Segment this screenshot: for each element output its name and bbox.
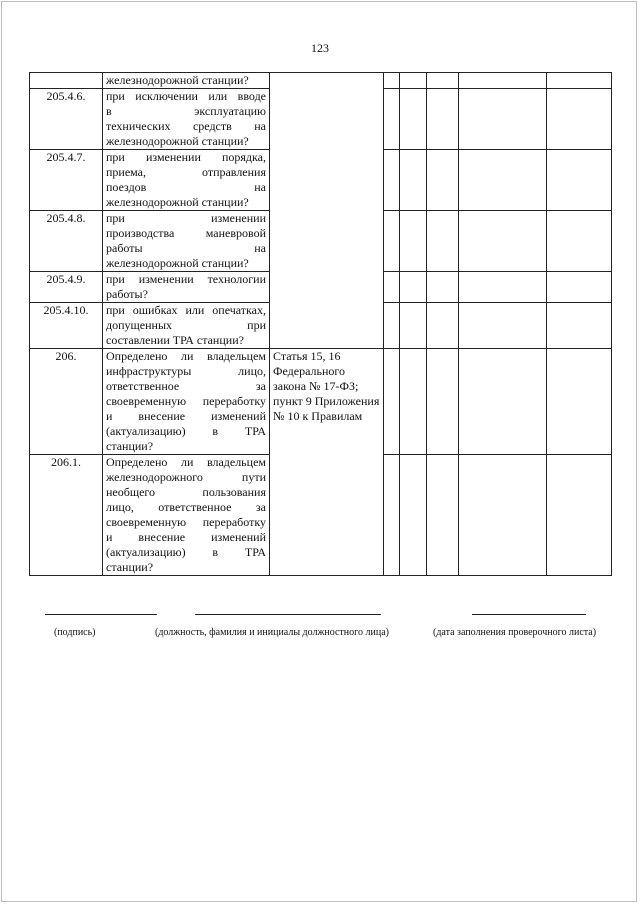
legal-reference-206: Статья 15, 16 Федерального закона № 17-ФЗ; пункт 9 Приложения № 10 к Правилам: [270, 349, 384, 576]
signature-line: [45, 614, 157, 615]
comment-cell: [547, 211, 612, 272]
table-row: [30, 73, 612, 89]
answer-cell-yes: [384, 349, 400, 455]
item-question: при изменении технологии работы?: [103, 272, 270, 303]
item-number: 205.4.7.: [30, 150, 103, 211]
item-number: 205.4.9.: [30, 272, 103, 303]
item-question: железнодорожной станции?: [103, 73, 270, 89]
page-number: 123: [311, 41, 329, 55]
measure-cell: [459, 73, 547, 89]
answer-cell-yes: [384, 89, 400, 150]
checklist-table: [29, 72, 612, 576]
signature-caption: (подпись): [54, 627, 96, 638]
item-number: 205.4.6.: [30, 89, 103, 150]
answer-cell-yes: [384, 455, 400, 576]
item-question: Определено ли владельцем железнодорожного пути необщего пользования лицо, ответственное за своевременную переработку и внесение изменений (актуализацию) в ТРА станции?: [103, 455, 270, 576]
answer-cell-no: [400, 272, 427, 303]
answer-cell-na: [427, 73, 459, 89]
answer-cell-na: [427, 349, 459, 455]
answer-cell-no: [400, 150, 427, 211]
date-line: [472, 614, 586, 615]
answer-cell-na: [427, 272, 459, 303]
answer-cell-no: [400, 349, 427, 455]
measure-cell: [459, 150, 547, 211]
item-question: Определено ли владельцем инфраструктуры лицо, ответственное за своевременную переработку и внесение изменений (актуализацию) в ТРА станции?: [103, 349, 270, 455]
comment-cell: [547, 349, 612, 455]
answer-cell-na: [427, 211, 459, 272]
item-question: при ошибках или опечатках, допущенных при составлении ТРА станции?: [103, 303, 270, 349]
item-number: 205.4.10.: [30, 303, 103, 349]
item-question: при изменении производства маневровой работы на железнодорожной станции?: [103, 211, 270, 272]
comment-cell: [547, 272, 612, 303]
item-number: 206.1.: [30, 455, 103, 576]
measure-cell: [459, 303, 547, 349]
item-question: при исключении или вводе в эксплуатацию технических средств на железнодорожной станции?: [103, 89, 270, 150]
official-caption: (должность, фамилия и инициалы должностного лица): [155, 627, 389, 638]
answer-cell-yes: [384, 73, 400, 89]
measure-cell: [459, 272, 547, 303]
answer-cell-no: [400, 73, 427, 89]
measure-cell: [459, 211, 547, 272]
answer-cell-yes: [384, 303, 400, 349]
answer-cell-na: [427, 89, 459, 150]
official-name-line: [195, 614, 381, 615]
item-number: [30, 73, 103, 89]
item-number: 206.: [30, 349, 103, 455]
measure-cell: [459, 89, 547, 150]
comment-cell: [547, 455, 612, 576]
item-number: 205.4.8.: [30, 211, 103, 272]
answer-cell-no: [400, 303, 427, 349]
comment-cell: [547, 89, 612, 150]
answer-cell-no: [400, 89, 427, 150]
answer-cell-yes: [384, 211, 400, 272]
measure-cell: [459, 349, 547, 455]
answer-cell-no: [400, 211, 427, 272]
item-question: при изменении порядка, приема, отправления поездов на железнодорожной станции?: [103, 150, 270, 211]
table-row: [30, 349, 612, 455]
answer-cell-yes: [384, 150, 400, 211]
answer-cell-yes: [384, 272, 400, 303]
legal-reference-cell: [270, 73, 384, 349]
comment-cell: [547, 303, 612, 349]
comment-cell: [547, 150, 612, 211]
answer-cell-na: [427, 150, 459, 211]
answer-cell-no: [400, 455, 427, 576]
answer-cell-na: [427, 455, 459, 576]
date-caption: (дата заполнения проверочного листа): [433, 627, 597, 638]
comment-cell: [547, 73, 612, 89]
answer-cell-na: [427, 303, 459, 349]
measure-cell: [459, 455, 547, 576]
